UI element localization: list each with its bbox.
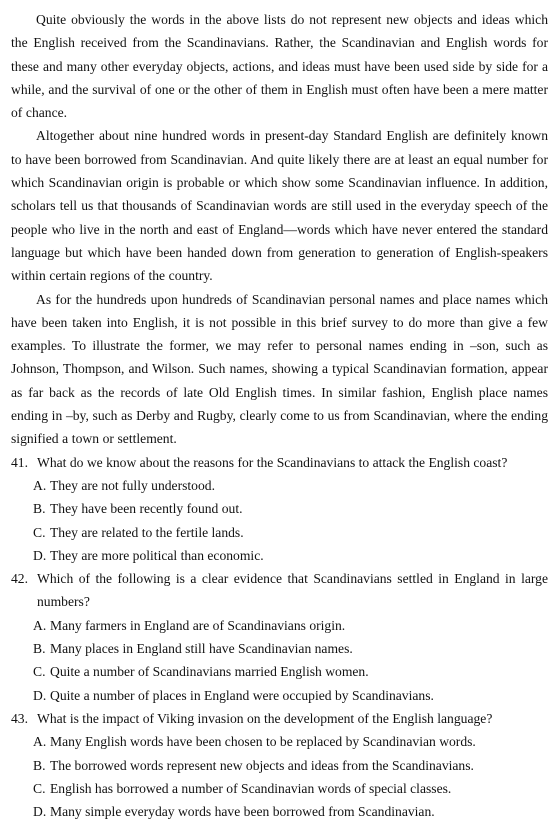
option-letter: D. bbox=[33, 547, 47, 563]
passage-paragraph-3: As for the hundreds upon hundreds of Scandinavian personal names and place names which have been taken into English, it is not possible in this brief survey to do more than give a few examples. To illustrate the former, we may refer to personal names ending in –son, such as Johnson, Thompson, and Wilson. Such names, showing a typical Scandinavian formation, appear as far back as the records of late Old English times. In similar fashion, English place names ending in –by, such as Derby and Rugby, clearly come to us from Scandinavian, where the ending signified a town or settlement. bbox=[11, 291, 548, 447]
option-text: English has borrowed a number of Scandinavian words of special classes. bbox=[50, 780, 452, 796]
question-number: 43. bbox=[11, 710, 28, 726]
answer-option-d bbox=[11, 684, 548, 707]
answer-option-c bbox=[11, 660, 548, 683]
option-letter: B. bbox=[33, 641, 46, 657]
option-text: They are related to the fertile lands. bbox=[50, 524, 244, 540]
option-text: Quite a number of places in England were occupied by Scandinavians. bbox=[50, 687, 434, 703]
document-page bbox=[11, 8, 548, 823]
question-text: What is the impact of Viking invasion on the development of the English language? bbox=[37, 710, 493, 726]
answer-options bbox=[11, 474, 548, 567]
passage-paragraph-1: Quite obviously the words in the above lists do not represent new objects and ideas which the English received from the Scandinavians. Rather, the Scandinavian and English words for these and many other everyday objects, actions, and ideas must have been used side by side for a while, and the survival of one or the other of them in English must often have been a mere matter of chance. bbox=[11, 12, 548, 121]
option-letter: C. bbox=[33, 664, 46, 680]
option-text: Many farmers in England are of Scandinavians origin. bbox=[50, 617, 346, 633]
option-letter: D. bbox=[33, 804, 47, 820]
option-letter: A. bbox=[33, 617, 47, 633]
option-letter: D. bbox=[33, 687, 47, 703]
answer-option-c bbox=[11, 777, 548, 800]
option-text: They are more political than economic. bbox=[50, 547, 264, 563]
option-letter: C. bbox=[33, 524, 46, 540]
question-number: 41. bbox=[11, 454, 28, 470]
answer-option-a bbox=[11, 474, 548, 497]
option-letter: C. bbox=[33, 780, 46, 796]
question-stem bbox=[11, 451, 548, 474]
question-text: Which of the following is a clear evidence that Scandinavians settled in England in large numbers? bbox=[37, 571, 548, 610]
question-stem bbox=[11, 567, 548, 614]
option-letter: B. bbox=[33, 757, 46, 773]
question-number: 42. bbox=[11, 571, 28, 587]
answer-option-b bbox=[11, 497, 548, 520]
reading-passage bbox=[11, 8, 548, 451]
option-letter: B. bbox=[33, 501, 46, 517]
option-text: The borrowed words represent new objects and ideas from the Scandinavians. bbox=[50, 757, 474, 773]
question-41 bbox=[11, 451, 548, 567]
option-text: Many simple everyday words have been borrowed from Scandinavian. bbox=[50, 804, 435, 820]
option-text: Many places in England still have Scandinavian names. bbox=[50, 641, 353, 657]
option-text: They have been recently found out. bbox=[50, 501, 243, 517]
answer-option-a bbox=[11, 614, 548, 637]
option-text: They are not fully understood. bbox=[50, 477, 215, 493]
answer-option-d bbox=[11, 800, 548, 823]
question-stem bbox=[11, 707, 548, 730]
answer-option-b bbox=[11, 754, 548, 777]
answer-option-c bbox=[11, 521, 548, 544]
answer-option-d bbox=[11, 544, 548, 567]
answer-option-a bbox=[11, 730, 548, 753]
option-text: Quite a number of Scandinavians married English women. bbox=[50, 664, 369, 680]
question-43 bbox=[11, 707, 548, 823]
answer-options bbox=[11, 730, 548, 823]
answer-options bbox=[11, 614, 548, 707]
answer-option-b bbox=[11, 637, 548, 660]
option-letter: A. bbox=[33, 477, 47, 493]
option-letter: A. bbox=[33, 734, 47, 750]
question-list bbox=[11, 451, 548, 824]
passage-paragraph-2: Altogether about nine hundred words in present-day Standard English are definitely known to have been borrowed from Scandinavian. And quite likely there are at least an equal number for which Scandinavian origin is probable or which show some Scandinavian influence. In addition, scholars tell us that thousands of Scandinavian words are still used in the everyday speech of the people who live in the north and east of England—words which have never entered the standard language but which have been handed down from generation to generation of English-speakers within certain regions of the country. bbox=[11, 128, 548, 284]
question-text: What do we know about the reasons for the Scandinavians to attack the English coast? bbox=[37, 454, 508, 470]
question-42 bbox=[11, 567, 548, 707]
option-text: Many English words have been chosen to be replaced by Scandinavian words. bbox=[50, 734, 476, 750]
